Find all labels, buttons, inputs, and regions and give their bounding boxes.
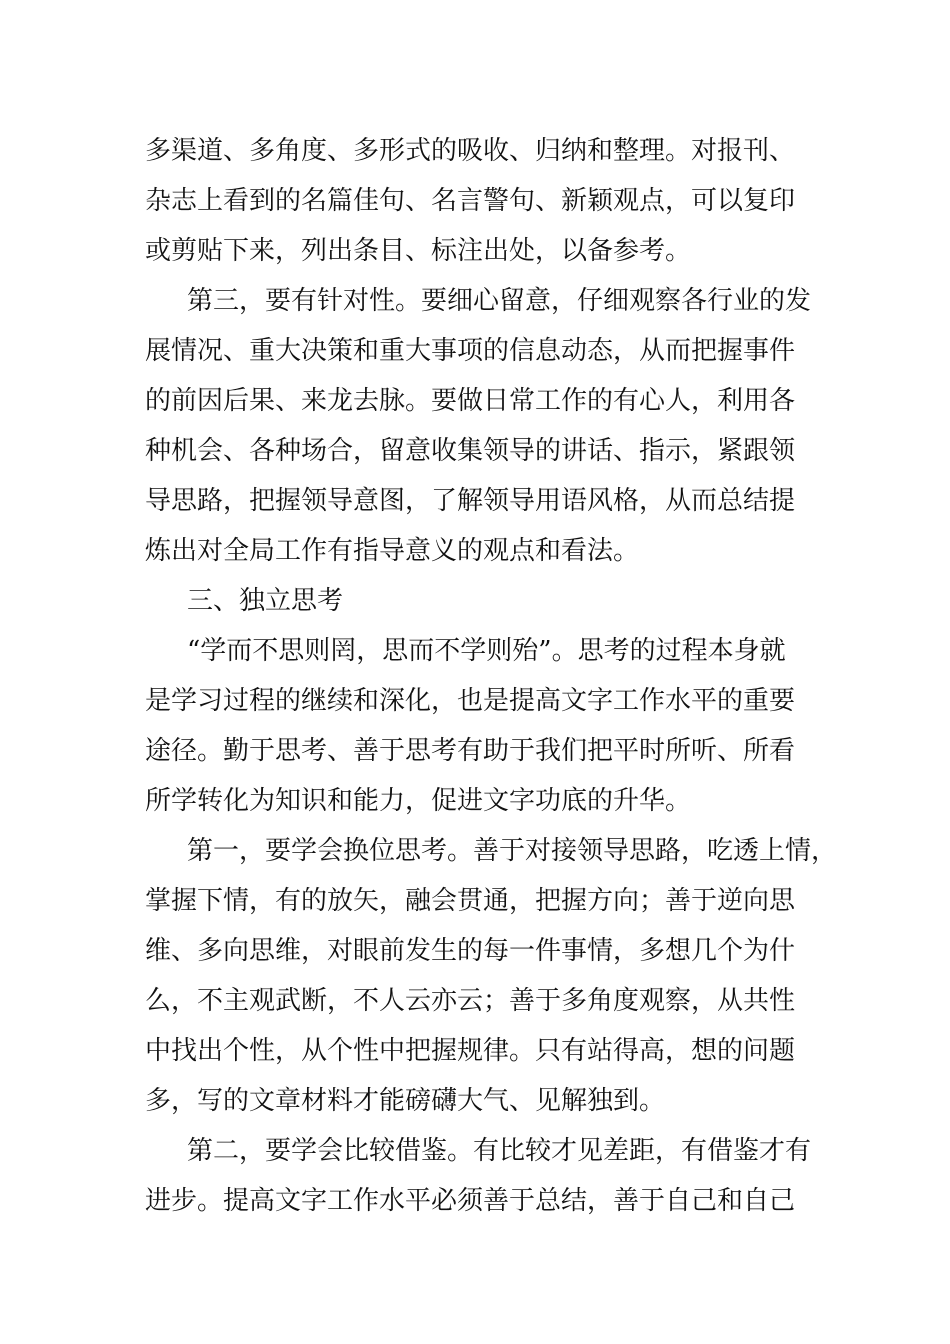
text-line: 么，不主观武断，不人云亦云；善于多角度观察，从共性 <box>145 986 796 1016</box>
text-line: 进步。提高文字工作水平必须善于总结，善于自己和自己 <box>145 1186 796 1216</box>
text-line: 途径。勤于思考、善于思考有助于我们把平时所听、所看 <box>145 736 796 766</box>
text-line: 掌握下情，有的放矢，融会贯通，把握方向；善于逆向思 <box>145 886 796 916</box>
text-line: 多渠道、多角度、多形式的吸收、归纳和整理。对报刊、 <box>145 136 796 166</box>
text-line: 中找出个性，从个性中把握规律。只有站得高，想的问题 <box>145 1036 796 1066</box>
text-line: 导思路，把握领导意图，了解领导用语风格，从而总结提 <box>145 486 796 516</box>
text-line: 展情况、重大决策和重大事项的信息动态，从而把握事件 <box>145 336 796 366</box>
text-line: 的前因后果、来龙去脉。要做日常工作的有心人，利用各 <box>145 386 796 416</box>
text-line: 是学习过程的继续和深化，也是提高文字工作水平的重要 <box>145 686 796 716</box>
text-line: 杂志上看到的名篇佳句、名言警句、新颖观点，可以复印 <box>145 186 796 216</box>
text-line: “学而不思则罔，思而不学则殆”。思考的过程本身就 <box>187 636 786 666</box>
text-line: 第三，要有针对性。要细心留意，仔细观察各行业的发 <box>187 286 812 316</box>
text-line: 第二，要学会比较借鉴。有比较才见差距，有借鉴才有 <box>187 1136 812 1166</box>
body-text <box>145 126 838 1226</box>
text-line: 或剪贴下来，列出条目、标注出处，以备参考。 <box>145 236 692 266</box>
text-line: 第一，要学会换位思考。善于对接领导思路，吃透上情， <box>187 836 838 866</box>
text-line: 所学转化为知识和能力，促进文字功底的升华。 <box>145 786 692 816</box>
text-line: 种机会、各种场合，留意收集领导的讲话、指示，紧跟领 <box>145 436 796 466</box>
text-line: 炼出对全局工作有指导意义的观点和看法。 <box>145 536 640 566</box>
section-heading: 三、独立思考 <box>187 586 344 616</box>
text-line: 多，写的文章材料才能磅礴大气、见解独到。 <box>145 1086 666 1116</box>
text-line: 维、多向思维，对眼前发生的每一件事情，多想几个为什 <box>145 936 796 966</box>
